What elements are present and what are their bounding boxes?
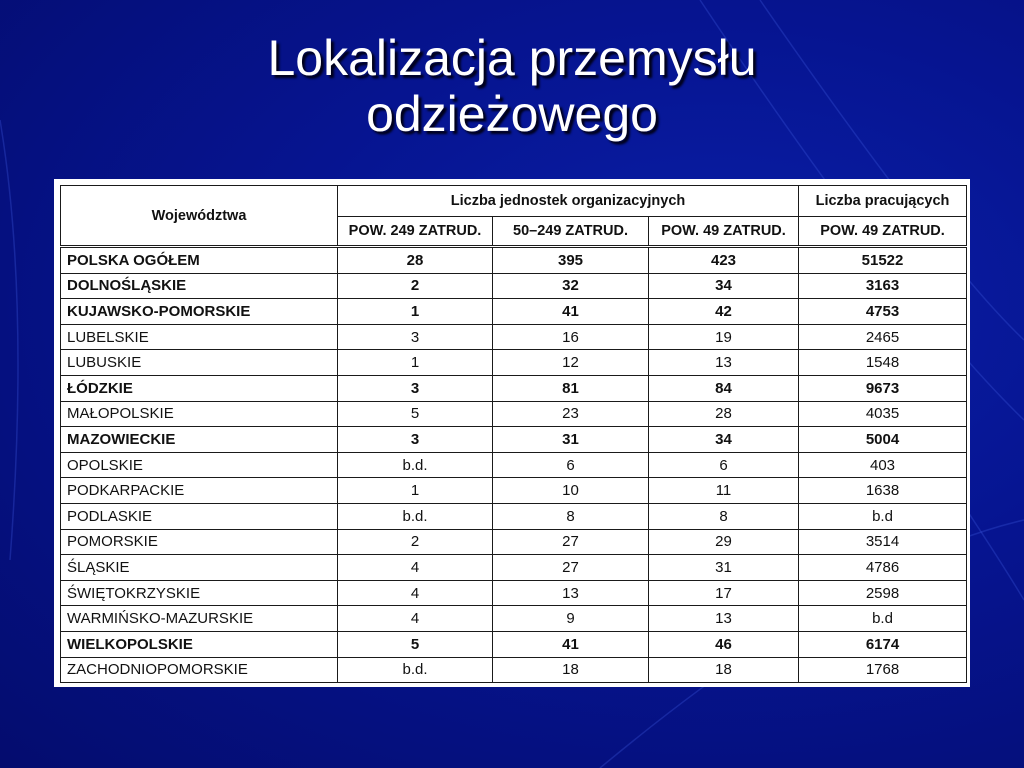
header-units-group: Liczba jednostek organizacyjnych — [338, 186, 799, 217]
title-line-1: Lokalizacja przemysłu — [267, 30, 757, 86]
cell-value-c3: 34 — [649, 427, 799, 453]
cell-value-c3: 29 — [649, 529, 799, 555]
cell-region-name: KUJAWSKO-POMORSKIE — [61, 299, 338, 325]
title-line-2: odzieżowego — [366, 86, 658, 142]
cell-value-c2: 12 — [493, 350, 649, 376]
cell-value-c4: 4786 — [799, 555, 967, 581]
table-row — [61, 350, 967, 376]
table-row — [61, 606, 967, 632]
cell-region-name: LUBELSKIE — [61, 324, 338, 350]
cell-value-c2: 41 — [493, 299, 649, 325]
cell-region-name: ZACHODNIOPOMORSKIE — [61, 657, 338, 683]
cell-region-name: DOLNOŚLĄSKIE — [61, 273, 338, 299]
cell-value-c3: 423 — [649, 247, 799, 274]
table-row — [61, 324, 967, 350]
table-row — [61, 580, 967, 606]
cell-value-c1: 2 — [338, 529, 493, 555]
header-col-2: 50–249 ZATRUD. — [493, 217, 649, 247]
cell-value-c1: 4 — [338, 606, 493, 632]
cell-value-c1: 28 — [338, 247, 493, 274]
table-row — [61, 503, 967, 529]
cell-value-c2: 395 — [493, 247, 649, 274]
table-row — [61, 657, 967, 683]
cell-value-c1: b.d. — [338, 452, 493, 478]
header-col-1: POW. 249 ZATRUD. — [338, 217, 493, 247]
cell-value-c4: 3514 — [799, 529, 967, 555]
cell-region-name: PODKARPACKIE — [61, 478, 338, 504]
cell-region-name: ŁÓDZKIE — [61, 375, 338, 401]
cell-region-name: LUBUSKIE — [61, 350, 338, 376]
cell-value-c1: 4 — [338, 555, 493, 581]
cell-region-name: PODLASKIE — [61, 503, 338, 529]
cell-value-c3: 28 — [649, 401, 799, 427]
cell-value-c4: 2598 — [799, 580, 967, 606]
table-row — [61, 478, 967, 504]
table-row — [61, 529, 967, 555]
cell-value-c2: 81 — [493, 375, 649, 401]
cell-value-c1: 1 — [338, 478, 493, 504]
cell-value-c2: 10 — [493, 478, 649, 504]
header-region: Województwa — [61, 186, 338, 247]
cell-value-c1: 5 — [338, 401, 493, 427]
table-row — [61, 401, 967, 427]
cell-region-name: MAZOWIECKIE — [61, 427, 338, 453]
cell-value-c1: 3 — [338, 427, 493, 453]
cell-value-c1: 2 — [338, 273, 493, 299]
cell-value-c2: 32 — [493, 273, 649, 299]
header-workers-group: Liczba pracujących — [799, 186, 967, 217]
cell-value-c2: 41 — [493, 631, 649, 657]
table-row — [61, 427, 967, 453]
data-table — [60, 185, 967, 683]
cell-value-c3: 34 — [649, 273, 799, 299]
cell-value-c4: 9673 — [799, 375, 967, 401]
cell-value-c1: 4 — [338, 580, 493, 606]
cell-value-c3: 19 — [649, 324, 799, 350]
cell-value-c4: 6174 — [799, 631, 967, 657]
cell-value-c4: 1548 — [799, 350, 967, 376]
cell-value-c3: 13 — [649, 350, 799, 376]
cell-value-c4: b.d — [799, 503, 967, 529]
cell-value-c1: b.d. — [338, 503, 493, 529]
cell-region-name: ŚLĄSKIE — [61, 555, 338, 581]
cell-region-name: WARMIŃSKO-MAZURSKIE — [61, 606, 338, 632]
cell-value-c4: 403 — [799, 452, 967, 478]
cell-value-c3: 42 — [649, 299, 799, 325]
cell-value-c3: 31 — [649, 555, 799, 581]
cell-value-c4: 1638 — [799, 478, 967, 504]
cell-value-c1: 3 — [338, 375, 493, 401]
cell-value-c4: b.d — [799, 606, 967, 632]
cell-value-c2: 31 — [493, 427, 649, 453]
cell-region-name: ŚWIĘTOKRZYSKIE — [61, 580, 338, 606]
cell-region-name: POLSKA OGÓŁEM — [61, 247, 338, 274]
table-body — [61, 247, 967, 683]
table-row — [61, 555, 967, 581]
cell-value-c2: 18 — [493, 657, 649, 683]
cell-value-c4: 3163 — [799, 273, 967, 299]
cell-region-name: MAŁOPOLSKIE — [61, 401, 338, 427]
cell-value-c3: 46 — [649, 631, 799, 657]
cell-value-c3: 17 — [649, 580, 799, 606]
table-row — [61, 375, 967, 401]
slide-title — [0, 30, 1024, 142]
cell-value-c4: 5004 — [799, 427, 967, 453]
cell-value-c1: 1 — [338, 299, 493, 325]
cell-value-c2: 13 — [493, 580, 649, 606]
data-table-panel — [54, 179, 970, 687]
cell-value-c3: 8 — [649, 503, 799, 529]
cell-value-c3: 6 — [649, 452, 799, 478]
header-col-3: POW. 49 ZATRUD. — [649, 217, 799, 247]
cell-value-c4: 1768 — [799, 657, 967, 683]
header-col-4: POW. 49 ZATRUD. — [799, 217, 967, 247]
cell-value-c3: 18 — [649, 657, 799, 683]
table-row — [61, 247, 967, 274]
cell-region-name: OPOLSKIE — [61, 452, 338, 478]
cell-value-c4: 4753 — [799, 299, 967, 325]
cell-value-c1: 3 — [338, 324, 493, 350]
table-row — [61, 299, 967, 325]
table-row — [61, 273, 967, 299]
cell-value-c1: b.d. — [338, 657, 493, 683]
cell-value-c2: 8 — [493, 503, 649, 529]
cell-value-c3: 84 — [649, 375, 799, 401]
cell-value-c4: 51522 — [799, 247, 967, 274]
cell-value-c2: 27 — [493, 555, 649, 581]
cell-value-c2: 27 — [493, 529, 649, 555]
cell-value-c3: 13 — [649, 606, 799, 632]
cell-value-c2: 9 — [493, 606, 649, 632]
cell-region-name: WIELKOPOLSKIE — [61, 631, 338, 657]
cell-value-c4: 4035 — [799, 401, 967, 427]
table-row — [61, 631, 967, 657]
table-row — [61, 452, 967, 478]
cell-region-name: POMORSKIE — [61, 529, 338, 555]
cell-value-c2: 23 — [493, 401, 649, 427]
cell-value-c3: 11 — [649, 478, 799, 504]
cell-value-c4: 2465 — [799, 324, 967, 350]
cell-value-c2: 16 — [493, 324, 649, 350]
cell-value-c1: 1 — [338, 350, 493, 376]
cell-value-c2: 6 — [493, 452, 649, 478]
cell-value-c1: 5 — [338, 631, 493, 657]
